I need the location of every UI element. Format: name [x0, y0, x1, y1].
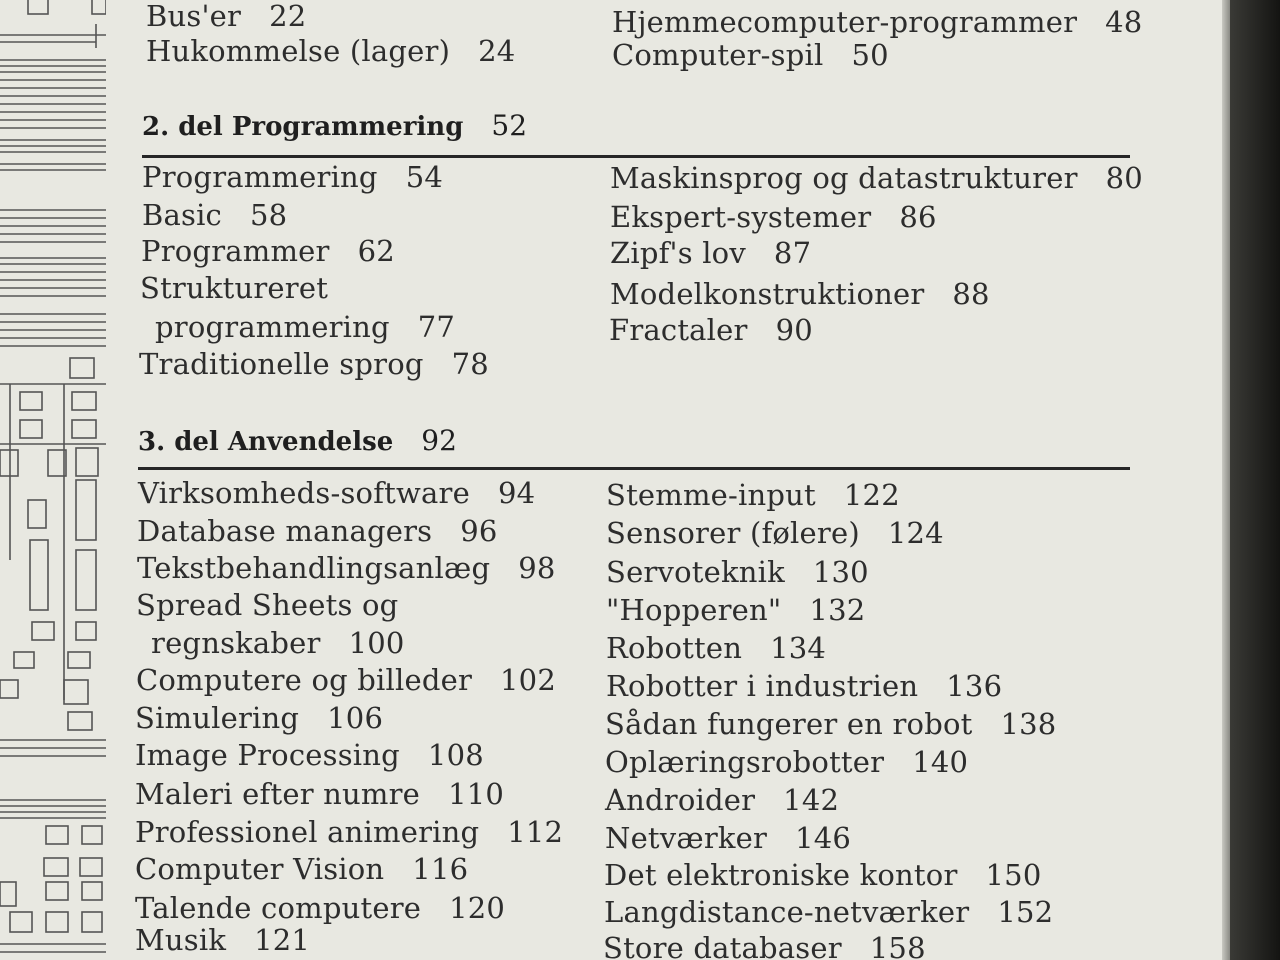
toc-entry — [135, 777, 505, 811]
entry-page: 132 — [809, 593, 866, 627]
entry-page: 86 — [899, 200, 937, 234]
entry-page: 22 — [269, 0, 307, 33]
entry-title: Fractaler — [609, 313, 748, 347]
toc-entry — [135, 738, 484, 772]
toc-entry — [140, 271, 329, 305]
toc-entry — [606, 669, 1003, 703]
toc-entry — [605, 783, 840, 817]
toc-entry — [155, 310, 456, 344]
toc-entry — [135, 923, 311, 957]
entry-title: Computer Vision — [135, 852, 385, 886]
toc-entry — [610, 161, 1143, 195]
toc-entry — [142, 160, 444, 194]
entry-title: Database managers — [137, 514, 433, 548]
circuit-illustration — [0, 0, 106, 960]
section-heading-part3 — [138, 424, 457, 457]
entry-page: 62 — [357, 234, 395, 268]
entry-title: Oplæringsrobotter — [605, 745, 885, 779]
entry-page: 134 — [770, 631, 827, 665]
entry-page: 94 — [497, 476, 536, 510]
background-shadow — [1230, 0, 1280, 960]
entry-page: 130 — [812, 555, 869, 589]
entry-title: Sensorer (følere) — [606, 516, 860, 550]
entry-title: Bus'er — [146, 0, 242, 33]
entry-page: 98 — [518, 551, 556, 585]
entry-title: programmering — [155, 310, 390, 344]
toc-entry — [606, 478, 900, 512]
toc-entry — [606, 631, 827, 665]
entry-page: 158 — [869, 931, 926, 960]
toc-entry — [146, 2, 306, 31]
toc-entry — [136, 663, 556, 697]
toc-entry — [605, 745, 969, 779]
entry-page: 120 — [449, 891, 506, 925]
entry-title: Maleri efter numre — [135, 777, 421, 811]
entry-page: 102 — [500, 663, 556, 697]
entry-page: 24 — [478, 34, 516, 68]
toc-entry — [137, 551, 556, 585]
entry-page: 96 — [460, 514, 498, 548]
entry-page: 88 — [952, 277, 990, 311]
entry-title: Struktureret — [140, 271, 329, 305]
toc-entry — [612, 38, 889, 72]
entry-page: 110 — [448, 777, 505, 811]
toc-entry — [604, 858, 1042, 892]
entry-page: 140 — [912, 745, 969, 779]
toc-entry — [604, 895, 1054, 929]
entry-page: 136 — [946, 669, 1003, 703]
section-divider — [142, 155, 1130, 158]
entry-title: Modelkonstruktioner — [610, 277, 925, 311]
page-edge — [1222, 0, 1230, 960]
entry-title: Langdistance-netværker — [604, 895, 970, 929]
section-title: 2. del Programmering — [142, 112, 464, 142]
entry-page: 54 — [405, 160, 444, 194]
toc-entry — [135, 815, 564, 849]
entry-title: Det elektroniske kontor — [604, 858, 958, 892]
entry-title: Musik — [135, 923, 227, 957]
entry-title: Simulering — [135, 701, 300, 735]
entry-title: Stemme-input — [606, 478, 816, 512]
toc-entry — [135, 891, 506, 925]
entry-title: Computere og billeder — [136, 663, 473, 697]
toc-entry — [610, 200, 937, 234]
circuit-pattern-icon — [0, 0, 106, 960]
entry-page: 124 — [887, 516, 944, 550]
toc-entry — [141, 234, 395, 268]
entry-title: Programmer — [141, 234, 330, 268]
entry-title: Talende computere — [135, 891, 422, 925]
entry-page: 121 — [254, 923, 311, 957]
entry-page: 77 — [417, 310, 456, 344]
entry-title: Tekstbehandlingsanlæg — [137, 551, 491, 585]
entry-page: 146 — [795, 821, 852, 855]
section-page: 52 — [491, 109, 528, 142]
entry-title: Androider — [605, 783, 756, 817]
entry-title: Sådan fungerer en robot — [605, 707, 973, 741]
entry-title: Hjemmecomputer-programmer — [612, 5, 1078, 39]
toc-entry — [603, 931, 926, 960]
entry-title: Image Processing — [135, 738, 400, 772]
entry-page: 90 — [775, 313, 813, 347]
entry-page: 112 — [507, 815, 564, 849]
entry-title: Zipf's lov — [610, 236, 746, 270]
toc-entry — [138, 476, 536, 510]
entry-title: Programmering — [142, 160, 378, 194]
entry-page: 50 — [851, 38, 889, 72]
entry-page: 58 — [250, 198, 288, 232]
section-title: 3. del Anvendelse — [138, 427, 394, 457]
entry-title: Virksomheds-software — [138, 476, 470, 510]
entry-title: Maskinsprog og datastrukturer — [610, 161, 1078, 195]
toc-entry — [137, 514, 498, 548]
section-divider — [138, 467, 1130, 470]
toc-entry — [606, 555, 869, 589]
entry-title: Spread Sheets og — [136, 588, 399, 622]
entry-page: 78 — [451, 347, 489, 381]
entry-page: 100 — [348, 626, 405, 660]
entry-title: "Hopperen" — [606, 593, 782, 627]
toc-entry — [609, 313, 813, 347]
toc-entry — [135, 852, 469, 886]
toc-entry — [135, 701, 384, 735]
entry-page: 87 — [773, 236, 812, 270]
toc-entry — [142, 198, 288, 232]
entry-page: 108 — [427, 738, 484, 772]
toc-entry — [612, 5, 1143, 39]
entry-title: Netværker — [605, 821, 768, 855]
section-heading-part2 — [142, 109, 528, 142]
toc-entry — [610, 277, 990, 311]
entry-title: regnskaber — [151, 626, 321, 660]
toc-entry — [146, 34, 516, 68]
toc-entry — [605, 821, 852, 855]
entry-title: Hukommelse (lager) — [146, 34, 451, 68]
entry-title: Traditionelle sprog — [139, 347, 424, 381]
toc-entry — [151, 626, 405, 660]
toc-entry — [605, 707, 1057, 741]
entry-title: Store databaser — [603, 931, 842, 960]
entry-page: 138 — [1000, 707, 1057, 741]
entry-page: 48 — [1105, 5, 1143, 39]
toc-entry — [136, 588, 399, 622]
entry-title: Robotten — [606, 631, 743, 665]
entry-page: 152 — [997, 895, 1054, 929]
entry-page: 122 — [843, 478, 900, 512]
toc-entry — [606, 516, 944, 550]
section-page: 92 — [421, 424, 457, 457]
entry-page: 106 — [327, 701, 384, 735]
entry-title: Professionel animering — [135, 815, 480, 849]
entry-page: 142 — [783, 783, 840, 817]
entry-title: Servoteknik — [606, 555, 785, 589]
entry-title: Computer-spil — [612, 38, 824, 72]
entry-page: 80 — [1105, 161, 1143, 195]
entry-title: Ekspert-systemer — [610, 200, 872, 234]
toc-entry — [606, 593, 866, 627]
entry-page: 116 — [412, 852, 469, 886]
toc-entry — [139, 347, 489, 381]
toc-entry — [610, 236, 812, 270]
entry-title: Basic — [142, 198, 222, 232]
entry-page: 150 — [985, 858, 1042, 892]
entry-title: Robotter i industrien — [606, 669, 919, 703]
